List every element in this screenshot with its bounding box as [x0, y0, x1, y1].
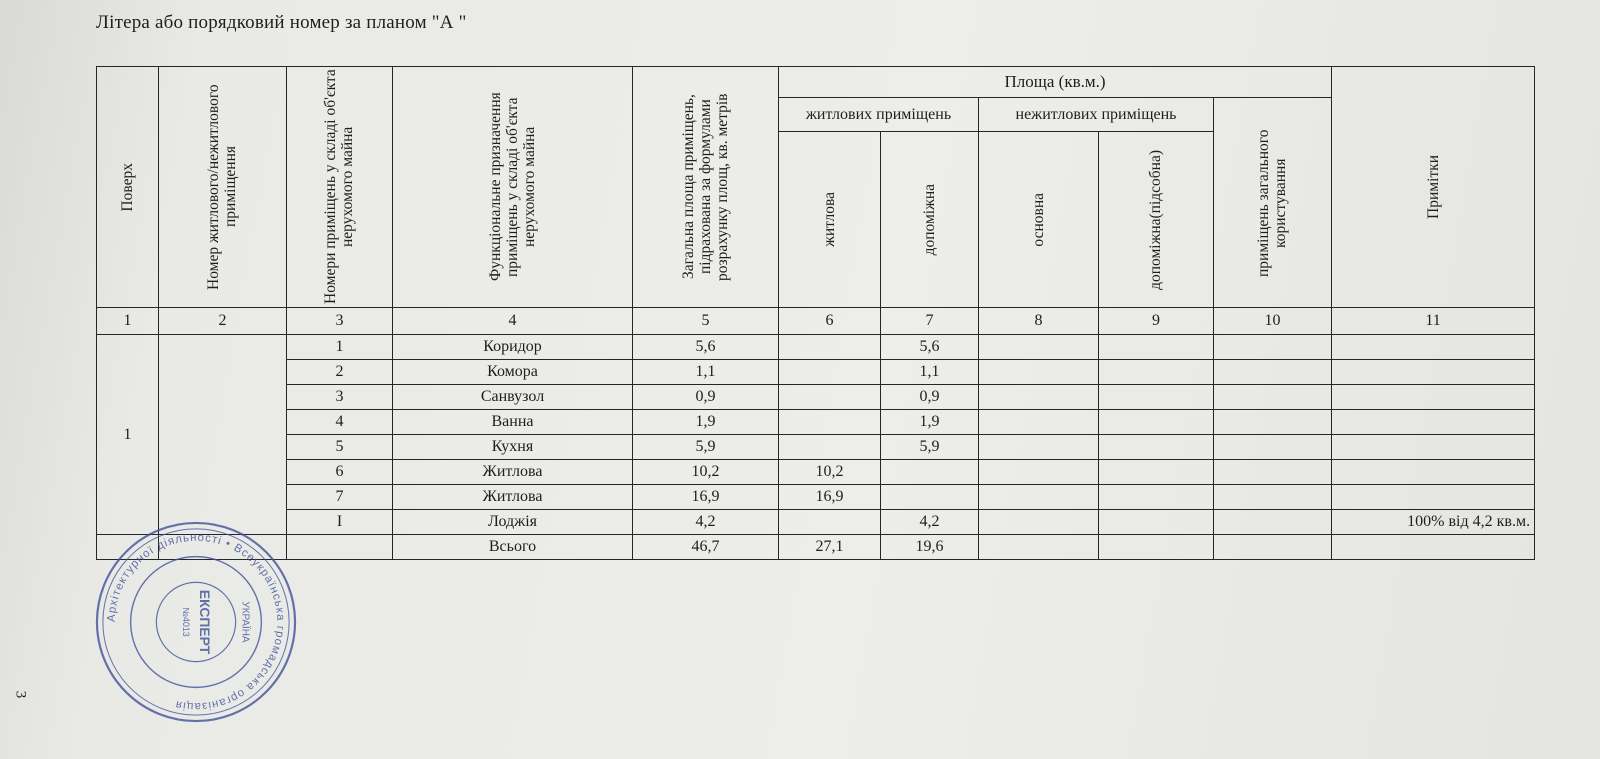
room-aux-area: [881, 485, 979, 510]
room-number: 4: [287, 410, 393, 435]
column-number: 4: [393, 308, 633, 335]
room-note: 100% від 4,2 кв.м.: [1332, 510, 1535, 535]
stamp-center-text: ЕКСПЕРТ: [196, 589, 213, 655]
total-area: 46,7: [633, 535, 779, 560]
column-number: 2: [159, 308, 287, 335]
column-number: 6: [779, 308, 881, 335]
column-number: 3: [287, 308, 393, 335]
room-function: Санвузол: [393, 385, 633, 410]
room-total-area: 0,9: [633, 385, 779, 410]
room-living-area: 10,2: [779, 460, 881, 485]
document-title: Літера або порядковий номер за планом "А ": [96, 12, 467, 33]
room-number: 6: [287, 460, 393, 485]
column-number: 9: [1099, 308, 1214, 335]
room-aux-area: 1,9: [881, 410, 979, 435]
room-note: [1332, 485, 1535, 510]
room-number: 3: [287, 385, 393, 410]
room-note: [1332, 435, 1535, 460]
room-living-area: [779, 435, 881, 460]
total-living-area: 27,1: [779, 535, 881, 560]
unit-number-cell: [159, 335, 287, 535]
room-note: [1332, 335, 1535, 360]
room-function: Ванна: [393, 410, 633, 435]
column-number: 5: [633, 308, 779, 335]
room-note: [1332, 360, 1535, 385]
table-row: [97, 485, 1535, 510]
header-notes: Примітки: [1332, 67, 1535, 308]
room-function: Житлова: [393, 460, 633, 485]
page-marker: 3: [12, 690, 29, 699]
room-total-area: 10,2: [633, 460, 779, 485]
room-note: [1332, 460, 1535, 485]
room-number: І: [287, 510, 393, 535]
header-main: основна: [979, 132, 1099, 308]
room-note: [1332, 385, 1535, 410]
room-total-area: 5,6: [633, 335, 779, 360]
room-number: 1: [287, 335, 393, 360]
stamp-reg-number: №4013: [181, 607, 192, 637]
total-label: Всього: [393, 535, 633, 560]
room-aux-area: 5,9: [881, 435, 979, 460]
area-table: [96, 66, 1535, 560]
floor-value: 1: [97, 335, 159, 535]
room-total-area: 16,9: [633, 485, 779, 510]
column-number: 7: [881, 308, 979, 335]
table-row: [97, 335, 1535, 360]
room-aux-area: 5,6: [881, 335, 979, 360]
header-common-use: приміщень загального користування: [1214, 98, 1332, 308]
room-living-area: [779, 335, 881, 360]
room-number: 5: [287, 435, 393, 460]
header-nonresidential: нежитлових приміщень: [979, 98, 1214, 132]
table-row: [97, 460, 1535, 485]
room-aux-area: 0,9: [881, 385, 979, 410]
column-number: 8: [979, 308, 1099, 335]
header-total-area: Загальна площа приміщень, підрахована за формулами розрахунку площ, кв. метрів: [633, 67, 779, 308]
room-function: Кухня: [393, 435, 633, 460]
expert-stamp: [92, 518, 300, 726]
table-row: [97, 385, 1535, 410]
column-number: 1: [97, 308, 159, 335]
column-number-row: [97, 308, 1535, 335]
header-auxiliary-nonres: допоміжна(підсобна): [1099, 132, 1214, 308]
room-aux-area: 1,1: [881, 360, 979, 385]
room-living-area: [779, 360, 881, 385]
svg-text:Архітектурної діяльності • Все: [106, 532, 287, 713]
room-living-area: [779, 510, 881, 535]
room-number: 2: [287, 360, 393, 385]
room-function: Житлова: [393, 485, 633, 510]
room-living-area: [779, 410, 881, 435]
room-function: Лоджія: [393, 510, 633, 535]
room-total-area: 1,9: [633, 410, 779, 435]
header-room-numbers: Номери приміщень у складі об'єкта нерухомого майна: [287, 67, 393, 308]
stamp-country: УКРАЇНА: [239, 601, 251, 643]
room-total-area: 1,1: [633, 360, 779, 385]
stamp-ring-text: Архітектурної діяльності • Всеукраїнська громадська організація: [105, 531, 287, 713]
header-auxiliary: допоміжна: [881, 132, 979, 308]
room-number: 7: [287, 485, 393, 510]
header-area-group: Площа (кв.м.): [779, 67, 1332, 98]
room-living-area: 16,9: [779, 485, 881, 510]
room-aux-area: 4,2: [881, 510, 979, 535]
room-living-area: [779, 385, 881, 410]
header-floor: Поверх: [97, 67, 159, 308]
room-total-area: 5,9: [633, 435, 779, 460]
room-total-area: 4,2: [633, 510, 779, 535]
room-function: Комора: [393, 360, 633, 385]
table-row: [97, 435, 1535, 460]
room-aux-area: [881, 460, 979, 485]
total-row: [97, 535, 1535, 560]
header-living: житлова: [779, 132, 881, 308]
column-number: 10: [1214, 308, 1332, 335]
header-function: Функціональне призначення приміщень у складі об'єкта нерухомого майна: [393, 67, 633, 308]
header-residential: житлових приміщень: [779, 98, 979, 132]
room-function: Коридор: [393, 335, 633, 360]
table-row: [97, 360, 1535, 385]
header-unit-number: Номер житлового/нежитлового приміщення: [159, 67, 287, 308]
column-number: 11: [1332, 308, 1535, 335]
table-row: [97, 410, 1535, 435]
total-aux-area: 19,6: [881, 535, 979, 560]
room-note: [1332, 410, 1535, 435]
table-row: [97, 510, 1535, 535]
